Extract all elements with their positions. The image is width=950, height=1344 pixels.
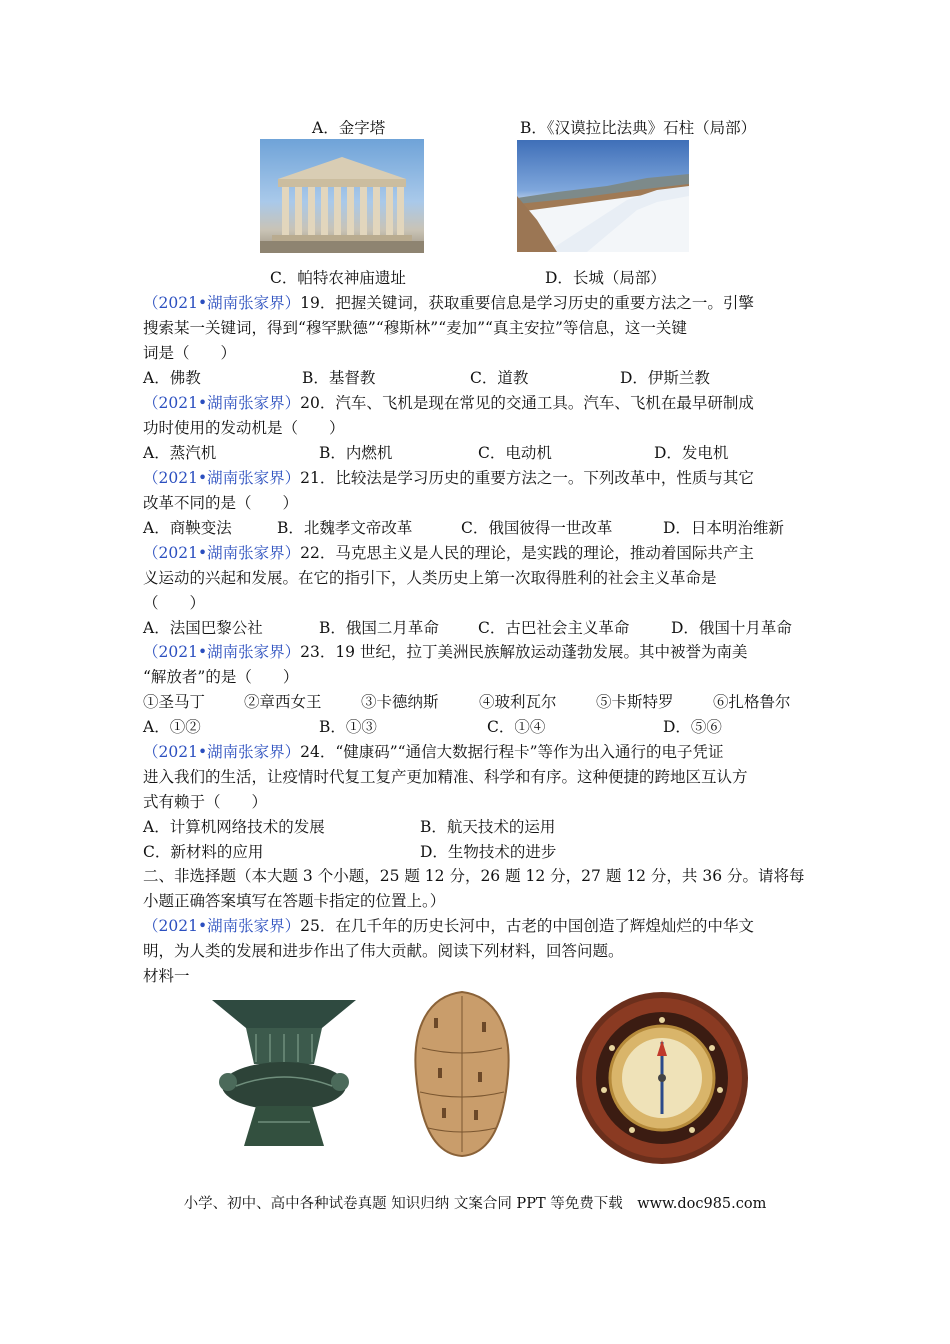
source-tag: （2021•湖南张家界） — [143, 394, 301, 412]
bronze-zun-image — [206, 994, 362, 1154]
q20-option-c: C．电动机 — [478, 444, 552, 462]
q23-item-1: ①圣马丁 — [143, 693, 206, 711]
q23-item-3: ③卡德纳斯 — [361, 693, 439, 711]
q24-line1: （2021•湖南张家界）24．“健康码”“通信大数据行程卡”等作为出入通行的电子凭证 — [143, 743, 724, 761]
q23-item-4: ④玻利瓦尔 — [479, 693, 557, 711]
q22-option-c: C．古巴社会主义革命 — [478, 619, 630, 637]
q19-line2: 搜索某一关键词，得到“穆罕默德”“穆斯林”“麦加”“真主安拉”等信息，这一关键 — [143, 319, 687, 337]
q20-option-a: A．蒸汽机 — [143, 444, 217, 462]
option-d-label: D．长城（局部） — [545, 269, 666, 287]
option-a-label: A．金字塔 — [312, 119, 386, 137]
source-tag: （2021•湖南张家界） — [143, 643, 301, 661]
option-c-label: C．帕特农神庙遗址 — [270, 269, 406, 287]
q21-option-c: C．俄国彼得一世改革 — [461, 519, 613, 537]
q22-line3: （ ） — [143, 594, 206, 612]
q24-option-b: B．航天技术的运用 — [420, 818, 556, 836]
q20-option-d: D．发电机 — [654, 444, 729, 462]
q23-item-5: ⑤卡斯特罗 — [596, 693, 674, 711]
q25-line2: 明，为人类的发展和进步作出了伟大贡献。阅读下列材料，回答问题。 — [143, 942, 624, 960]
q24-line2: 进入我们的生活，让疫情时代复工复产更加精准、科学和有序。这种便捷的跨地区互认方 — [143, 768, 748, 786]
q20-line1: （2021•湖南张家界）20．汽车、飞机是现在常见的交通工具。汽车、飞机在最早研制成 — [143, 394, 754, 412]
q19-option-a: A．佛教 — [143, 369, 201, 387]
parthenon-image — [260, 139, 424, 253]
q21-line1: （2021•湖南张家界）21．比较法是学习历史的重要方法之一。下列改革中，性质与其它 — [143, 469, 754, 487]
q23-line2: “解放者”的是（ ） — [143, 668, 299, 686]
q19-option-c: C．道教 — [470, 369, 529, 387]
source-tag: （2021•湖南张家界） — [143, 469, 301, 487]
q25-line1: （2021•湖南张家界）25．在几千年的历史长河中，古老的中国创造了辉煌灿烂的中华文 — [143, 917, 754, 935]
q19-option-d: D．伊斯兰教 — [620, 369, 710, 387]
q23-item-2: ②章西女王 — [244, 693, 322, 711]
great-wall-image — [517, 140, 689, 252]
q22-option-d: D．俄国十月革命 — [671, 619, 792, 637]
q23-line1: （2021•湖南张家界）23．19 世纪，拉丁美洲民族解放运动蓬勃发展。其中被誉为南美 — [143, 643, 748, 661]
source-tag: （2021•湖南张家界） — [143, 917, 301, 935]
section2-line1: 二、非选择题（本大题 3 个小题，25 题 12 分，26 题 12 分，27 题 12 分，共 36 分。请将每 — [143, 867, 805, 885]
q23-option-b: B．①③ — [319, 718, 377, 736]
q23-option-a: A．①② — [143, 718, 201, 736]
q22-line1: （2021•湖南张家界）22．马克思主义是人民的理论，是实践的理论，推动着国际共产主 — [143, 544, 754, 562]
footer-note: 小学、初中、高中各种试卷真题 知识归纳 文案合同 PPT 等免费下载 www.doc985.com — [183, 1196, 767, 1212]
q23-option-c: C．①④ — [487, 718, 546, 736]
q24-option-a: A．计算机网络技术的发展 — [143, 818, 325, 836]
q19-option-b: B．基督教 — [302, 369, 376, 387]
option-b-label: B．《汉谟拉比法典》石柱（局部） — [520, 119, 757, 137]
q24-option-c: C．新材料的应用 — [143, 843, 264, 861]
q21-option-d: D．日本明治维新 — [663, 519, 784, 537]
q20-option-b: B．内燃机 — [319, 444, 393, 462]
section2-line2: 小题正确答案填写在答题卡指定的位置上。） — [143, 892, 446, 910]
q22-option-b: B．俄国二月革命 — [319, 619, 439, 637]
q22-line2: 义运动的兴起和发展。在它的指引下，人类历史上第一次取得胜利的社会主义革命是 — [143, 569, 717, 587]
q22-option-a: A．法国巴黎公社 — [143, 619, 263, 637]
compass-luopan-image — [572, 990, 752, 1166]
source-tag: （2021•湖南张家界） — [143, 743, 301, 761]
q23-item-6: ⑥扎格鲁尔 — [713, 693, 791, 711]
q21-line2: 改革不同的是（ ） — [143, 494, 299, 512]
q19-line1: （2021•湖南张家界）19．把握关键词，获取重要信息是学习历史的重要方法之一。引擎 — [143, 294, 754, 312]
q19-line3: 词是（ ） — [143, 344, 237, 362]
material-one-label: 材料一 — [143, 967, 190, 985]
q24-line3: 式有赖于（ ） — [143, 793, 268, 811]
oracle-bone-shell-image — [408, 988, 516, 1160]
source-tag: （2021•湖南张家界） — [143, 544, 301, 562]
q23-option-d: D．⑤⑥ — [663, 718, 722, 736]
q24-option-d: D．生物技术的进步 — [420, 843, 557, 861]
q21-option-b: B．北魏孝文帝改革 — [277, 519, 413, 537]
q21-option-a: A．商鞅变法 — [143, 519, 232, 537]
source-tag: （2021•湖南张家界） — [143, 294, 301, 312]
q20-line2: 功时使用的发动机是（ ） — [143, 419, 345, 437]
